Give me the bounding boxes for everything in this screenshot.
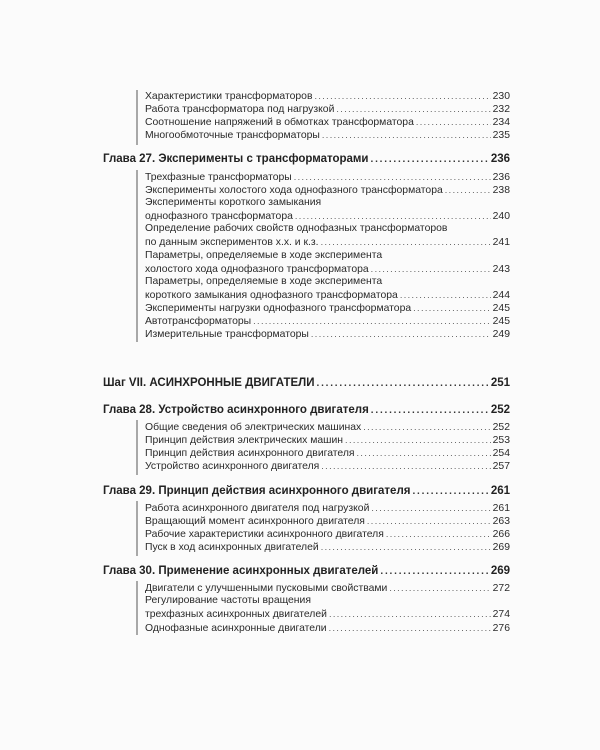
toc-entry-line1: Параметры, определяемые в ходе эксперимента (145, 276, 383, 287)
section-bar (136, 170, 138, 342)
toc-entry[interactable]: Измерительные трансформаторы ..... 249 (145, 328, 510, 341)
toc-entry[interactable]: Принцип действия асинхронного двигателя ..... 254 (145, 447, 510, 460)
section-bar (136, 501, 138, 556)
toc-entry[interactable]: Работа асинхронного двигателя под нагрузкой ..... 261 (145, 502, 510, 515)
toc-entry[interactable]: Параметры, определяемые в ходе эксперимента короткого замыкания однофазного трансформатора ..... 244 (145, 276, 510, 302)
toc-entry[interactable]: Эксперименты холостого хода однофазного трансформатора ..... 238 (145, 184, 510, 197)
section-bar (136, 420, 138, 475)
toc-entry[interactable]: Многообмоточные трансформаторы ..... 235 (145, 129, 510, 142)
toc-entry[interactable]: Работа трансформатора под нагрузкой ..... 232 (145, 103, 510, 116)
toc-entry-line1: Эксперименты короткого замыкания (145, 197, 322, 208)
toc-entry[interactable]: Однофазные асинхронные двигатели ..... 276 (145, 622, 510, 635)
toc-entry[interactable]: Общие сведения об электрических машинах ..... 252 (145, 421, 510, 434)
toc-entry[interactable]: Соотношение напряжений в обмотках трансформатора ..... 234 (145, 116, 510, 129)
section-bar (136, 581, 138, 635)
toc-entry[interactable]: Трехфазные трансформаторы ..... 236 (145, 171, 510, 184)
toc-entry-line1: Регулирование частоты вращения (145, 595, 311, 606)
step-heading-7[interactable]: Шаг VII. АСИНХРОННЫЕ ДВИГАТЕЛИ ..... 251 (103, 377, 510, 390)
toc-entry[interactable]: Характеристики трансформаторов ..... 230 (145, 90, 510, 103)
toc-entry[interactable]: Параметры, определяемые в ходе эксперимента холостого хода однофазного трансформатора ..... 243 (145, 250, 510, 276)
toc-entry-line1: Определение рабочих свойств однофазных трансформаторов (145, 223, 448, 234)
toc-entry[interactable]: Двигатели с улучшенными пусковыми свойствами ..... 272 (145, 582, 510, 595)
chapter-heading-29[interactable]: Глава 29. Принцип действия асинхронного двигателя ..... 261 (103, 485, 510, 498)
toc-entry[interactable]: Регулирование частоты вращения трехфазных асинхронных двигателей ..... 274 (145, 595, 510, 621)
toc-entry[interactable]: Автотрансформаторы ..... 245 (145, 315, 510, 328)
section-bar (136, 90, 138, 145)
toc-entry-line1: Параметры, определяемые в ходе эксперимента (145, 250, 383, 261)
chapter-heading-30[interactable]: Глава 30. Применение асинхронных двигателей ..... 269 (103, 565, 510, 578)
toc-entry[interactable]: Принцип действия электрических машин ..... 253 (145, 434, 510, 447)
toc-entry[interactable]: Устройство асинхронного двигателя ..... 257 (145, 460, 510, 473)
toc-entry[interactable]: Вращающий момент асинхронного двигателя ..... 263 (145, 515, 510, 528)
toc-entry[interactable]: Пуск в ход асинхронных двигателей ..... 269 (145, 541, 510, 554)
chapter-heading-28[interactable]: Глава 28. Устройство асинхронного двигателя ..... 252 (103, 404, 510, 417)
toc-entry[interactable]: Эксперименты короткого замыкания однофазного трансформатора ..... 240 (145, 197, 510, 223)
chapter-heading-27[interactable]: Глава 27. Эксперименты с трансформаторами ..... 236 (103, 153, 510, 166)
toc-entry[interactable]: Эксперименты нагрузки однофазного трансформатора ..... 245 (145, 302, 510, 315)
toc-entry[interactable]: Определение рабочих свойств однофазных трансформаторов по данным экспериментов х.х. и к.з. ..... 241 (145, 223, 510, 249)
toc-entry[interactable]: Рабочие характеристики асинхронного двигателя ..... 266 (145, 528, 510, 541)
